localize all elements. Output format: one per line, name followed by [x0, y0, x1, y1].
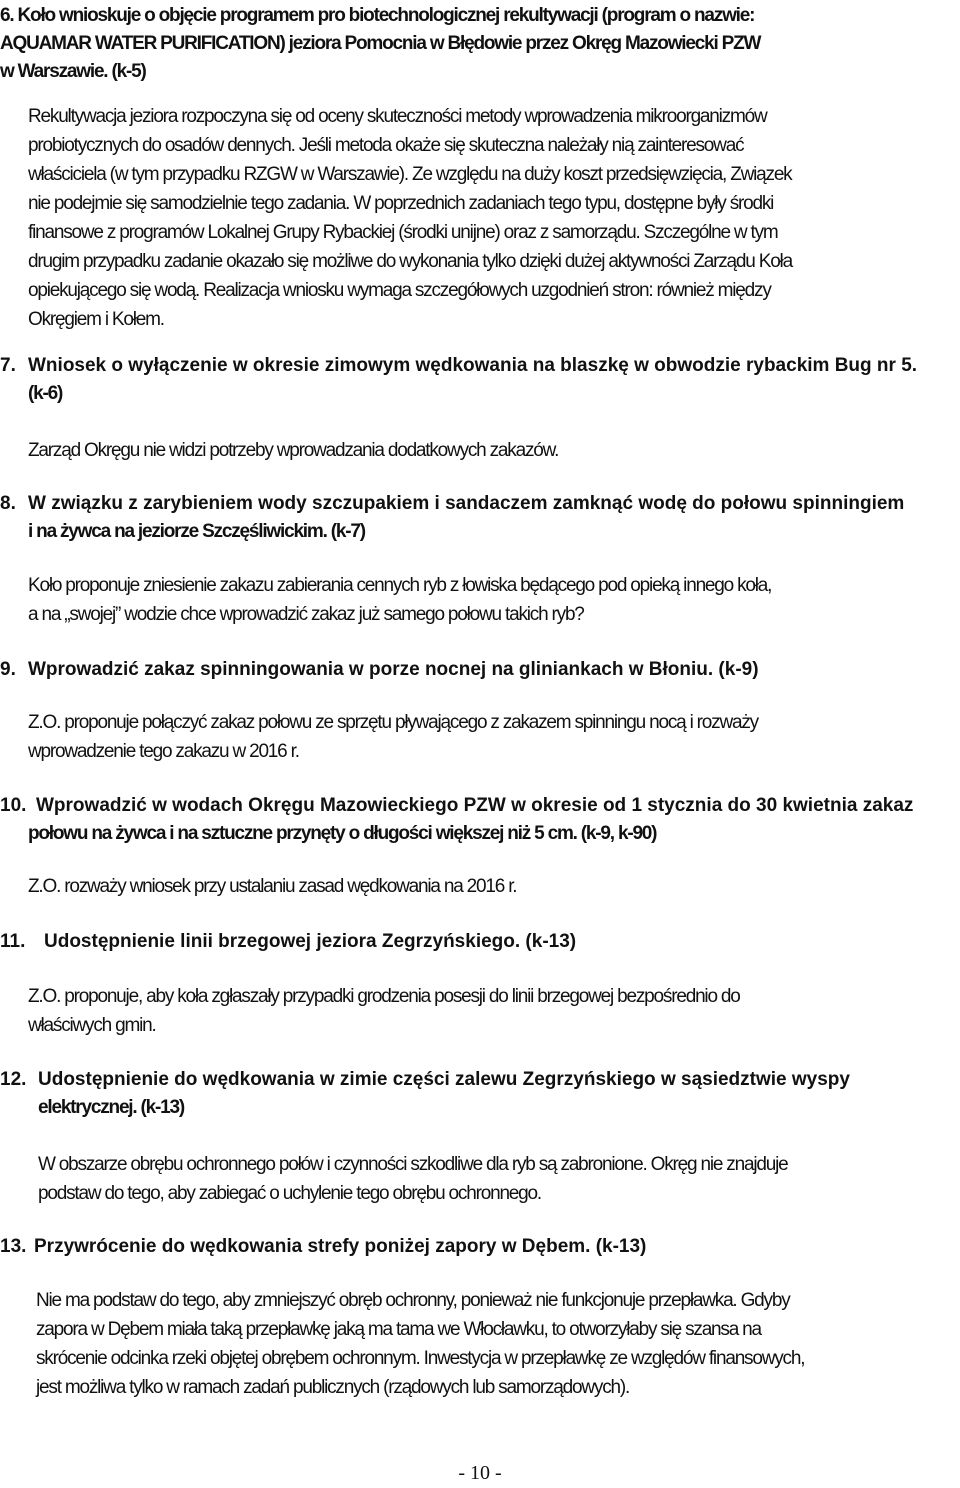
text-line: Z.O. rozważy wniosek przy ustalaniu zasad wędkowania na 2016 r.: [28, 876, 517, 897]
text-line: a na „swojej” wodzie chce wprowadzić zakaz już samego połowu takich ryb?: [28, 604, 584, 625]
paragraph: [0, 571, 960, 629]
section-13-body: [0, 1286, 960, 1402]
section-6-body: [0, 102, 960, 334]
section-13-heading: [0, 1233, 960, 1261]
paragraph: [0, 982, 960, 1040]
text-line: Z.O. proponuje, aby koła zgłaszały przypadki grodzenia posesji do linii brzegowej bezpośrednio do: [28, 986, 740, 1007]
text-line: właściciela (w tym przypadku RZGW w Warszawie). Ze względu na duży koszt przedsięwzięcia, Związek: [28, 164, 792, 185]
section-12-body: [0, 1150, 960, 1208]
text-line: Zarząd Okręgu nie widzi potrzeby wprowadzania dodatkowych zakazów.: [28, 440, 559, 461]
text-line: nie podejmie się samodzielnie tego zadania. W poprzednich zadaniach tego typu, dostępne były środki: [28, 193, 774, 214]
heading-line: Wprowadzić w wodach Okręgu Mazowieckiego PZW w okresie od 1 stycznia do 30 kwietnia zakaz: [36, 795, 914, 816]
heading-line: 6. Koło wnioskuje o objęcie programem pro biotechnologicznej rekultywacji (program o nazwie:: [0, 5, 755, 26]
section-9-body: [0, 708, 960, 766]
section-7-heading: [0, 352, 960, 408]
heading-line: Wprowadzić zakaz spinningowania w porze nocnej na gliniankach w Błoniu. (k-9): [28, 659, 759, 680]
text-line: właściwych gmin.: [28, 1015, 156, 1036]
section-11-heading: [0, 928, 960, 956]
section-6: [0, 2, 960, 86]
section-number: 7.: [0, 355, 16, 376]
section-8-body: [0, 571, 960, 629]
section-number: 12.: [0, 1069, 27, 1090]
heading-line: Udostępnienie do wędkowania w zimie części zalewu Zegrzyńskiego w sąsiedztwie wyspy: [38, 1069, 850, 1090]
section-8-heading: [0, 490, 960, 546]
paragraph: [0, 708, 960, 766]
paragraph: [0, 872, 960, 901]
text-line: drugim przypadku zadanie okazało się możliwe do wykonania tylko dzięki dużej aktywności Zarządu Koła: [28, 251, 792, 272]
section-number: 10.: [0, 795, 27, 816]
text-line: zapora w Dębem miała taką przepławkę jaką ma tama we Włocławku, to otworzyłaby się szansa na: [36, 1319, 761, 1340]
section-11: [0, 928, 960, 956]
section-number: 11.: [0, 931, 26, 952]
heading-line: połowu na żywca i na sztuczne przynęty o długości większej niż 5 cm. (k-9, k-90): [28, 823, 657, 844]
heading-line: w Warszawie. (k-5): [0, 61, 146, 82]
section-11-body: [0, 982, 960, 1040]
section-13: [0, 1233, 960, 1261]
heading-line: W związku z zarybieniem wody szczupakiem i sandaczem zamknąć wodę do połowu spinningiem: [28, 493, 905, 514]
paragraph: [0, 1150, 960, 1208]
heading-line: elektrycznej. (k-13): [38, 1097, 185, 1118]
heading-line: (k-6): [28, 383, 63, 404]
section-10-body: [0, 872, 960, 901]
paragraph: [0, 1286, 960, 1402]
section-number: 9.: [0, 659, 16, 680]
heading-line: Wniosek o wyłączenie w okresie zimowym wędkowania na blaszkę w obwodzie rybackim Bug nr 5.: [28, 355, 918, 376]
heading-line: Przywrócenie do wędkowania strefy poniżej zapory w Dębem. (k-13): [34, 1236, 647, 1257]
section-number: 8.: [0, 493, 16, 514]
section-12: [0, 1066, 960, 1122]
section-8: [0, 490, 960, 546]
section-10-heading: [0, 792, 960, 848]
heading-line: AQUAMAR WATER PURIFICATION) jeziora Pomocnia w Błędowie przez Okręg Mazowiecki PZW: [0, 33, 761, 54]
text-line: Okręgiem i Kołem.: [28, 309, 164, 330]
text-line: Rekultywacja jeziora rozpoczyna się od oceny skuteczności metody wprowadzenia mikroorganizmów: [28, 106, 767, 127]
paragraph: [0, 436, 960, 465]
text-line: Nie ma podstaw do tego, aby zmniejszyć obręb ochronny, ponieważ nie funkcjonuje przepławka. Gdyby: [36, 1290, 790, 1311]
text-line: finansowe z programów Lokalnej Grupy Rybackiej (środki unijne) oraz z samorządu. Szczególne w tym: [28, 222, 778, 243]
text-line: podstaw do tego, aby zabiegać o uchylenie tego obrębu ochronnego.: [38, 1183, 541, 1204]
text-line: Z.O. proponuje połączyć zakaz połowu ze sprzętu pływającego z zakazem spinningu nocą i rozważy: [28, 712, 758, 733]
section-6-heading: [0, 2, 960, 86]
section-9-heading: [0, 656, 960, 684]
page-number: - 10 -: [458, 1462, 502, 1484]
section-12-heading: [0, 1066, 960, 1122]
section-7-body: [0, 436, 960, 465]
text-line: W obszarze obrębu ochronnego połów i czynności szkodliwe dla ryb są zabronione. Okręg nie znajduje: [38, 1154, 788, 1175]
text-line: wprowadzenie tego zakazu w 2016 r.: [28, 741, 299, 762]
section-number: 13.: [0, 1236, 27, 1257]
section-7: [0, 352, 960, 408]
text-line: Koło proponuje zniesienie zakazu zabierania cennych ryb z łowiska będącego pod opieką innego koła,: [28, 575, 772, 596]
text-line: opiekującego się wodą. Realizacja wniosku wymaga szczegółowych uzgodnień stron: również między: [28, 280, 771, 301]
heading-line: Udostępnienie linii brzegowej jeziora Zegrzyńskiego. (k-13): [44, 931, 577, 952]
paragraph: [0, 102, 960, 334]
text-line: skrócenie odcinka rzeki objętej obrębem ochronnym. Inwestycja w przepławkę ze względów finansowych,: [36, 1348, 805, 1369]
text-line: jest możliwa tylko w ramach zadań publicznych (rządowych lub samorządowych).: [36, 1377, 630, 1398]
section-10: [0, 792, 960, 848]
heading-line: i na żywca na jeziorze Szczęśliwickim. (k-7): [28, 521, 365, 542]
text-line: probiotycznych do osadów dennych. Jeśli metoda okaże się skuteczna należały nią zainteresować: [28, 135, 744, 156]
section-9: [0, 656, 960, 684]
